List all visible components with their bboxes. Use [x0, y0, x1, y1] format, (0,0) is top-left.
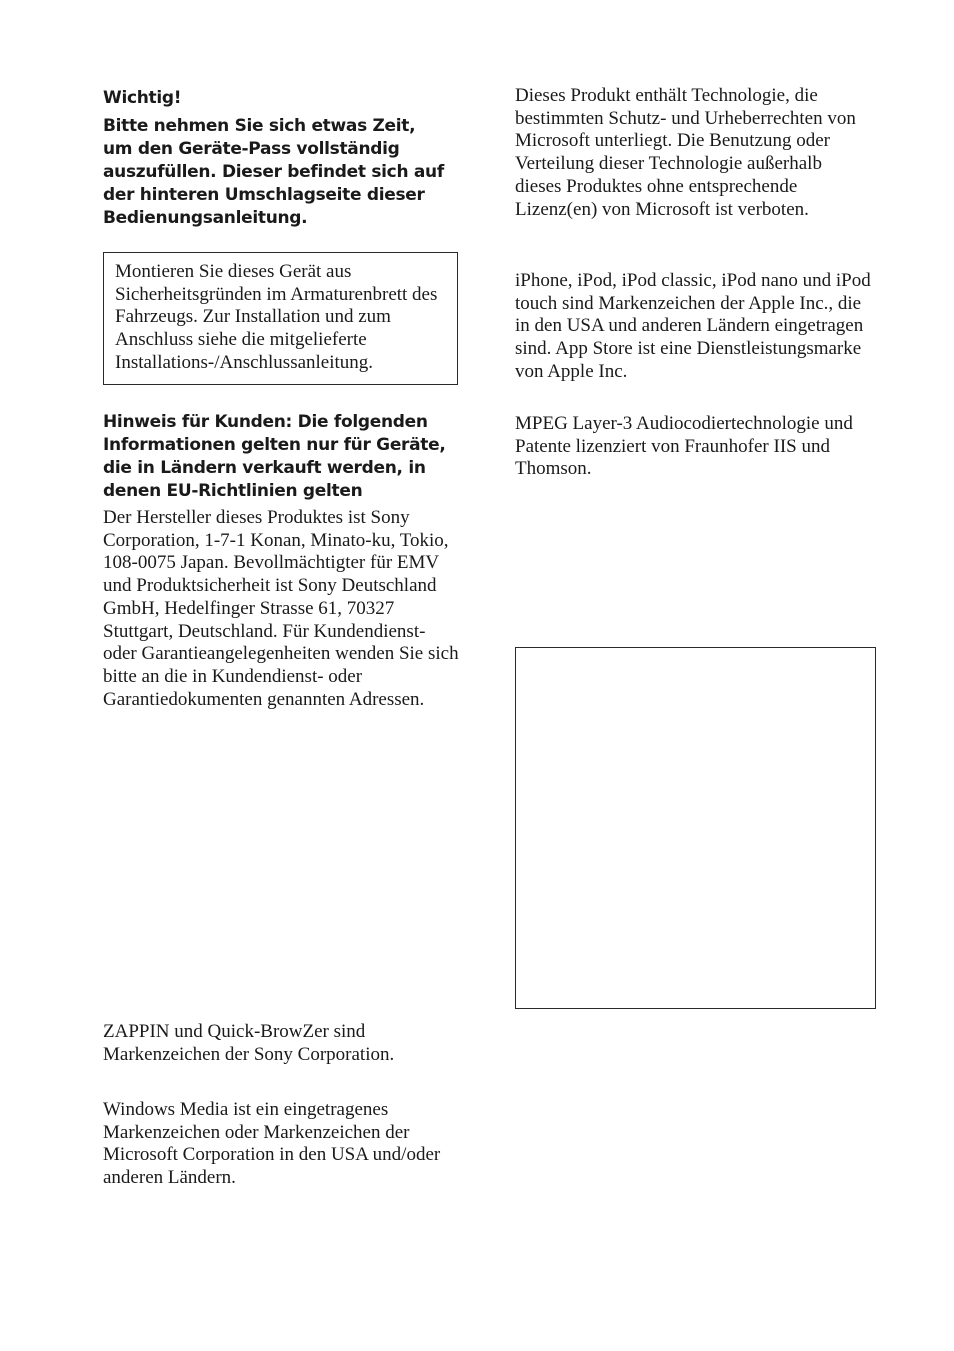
microsoft-technology-text: Dieses Produkt enthält Technologie, die bestimmten Schutz- und Urheberrechten von Microsoft unterliegt. Die Benutzung oder Verteilung dieser Technologie außerhalb dieses Produktes ohne entsprechende Lizenz(en) von Microsoft ist verboten.	[515, 85, 856, 220]
important-text: Bitte nehmen Sie sich etwas Zeit, um den Geräte-Pass vollständig auszufüllen. Dieser befindet sich auf der hinteren Umschlagseite dieser Bedienungsanleitung.	[103, 116, 444, 228]
windows-media-trademark-text: Windows Media ist ein eingetragenes Markenzeichen oder Markenzeichen der Microsoft Corporation in den USA und/oder anderen Ländern.	[103, 1099, 441, 1189]
empty-frame	[515, 647, 876, 1009]
customer-note-text: Der Hersteller dieses Produktes ist Sony Corporation, 1-7-1 Konan, Minato-ku, Tokio, 108-0075 Japan. Bevollmächtigter für EMV und Produktsicherheit ist Sony Deutschland GmbH, Hedelfinger Strasse 61, 70327 Stuttgart, Deutschland. Für Kundendienst- oder Garantieangelegenheiten wenden Sie sich bitte an die in Kundendienst- oder Garantiedokumenten genannten Adressen.	[103, 507, 459, 710]
installation-warning-box	[103, 252, 458, 385]
apple-trademark-text: iPhone, iPod, iPod classic, iPod nano und iPod touch sind Markenzeichen der Apple Inc., die in den USA und anderen Ländern eingetragen sind. App Store ist eine Dienstleistungsmarke von Apple Inc.	[515, 270, 871, 382]
customer-note-heading: Hinweis für Kunden: Die folgenden Informationen gelten nur für Geräte, die in Ländern verkauft werden, in denen EU-Richtlinien gelten	[103, 412, 446, 501]
important-heading: Wichtig!	[103, 88, 182, 108]
mpeg-license-text: MPEG Layer-3 Audiocodiertechnologie und Patente lizenziert von Fraunhofer IIS und Thomson.	[515, 413, 853, 480]
installation-warning-text: Montieren Sie dieses Gerät aus Sicherheitsgründen im Armaturenbrett des Fahrzeugs. Zur Installation und zum Anschluss siehe die mitgelieferte Installations-/Anschlussanleitung.	[115, 261, 438, 373]
zappin-trademark-text: ZAPPIN und Quick-BrowZer sind Markenzeichen der Sony Corporation.	[103, 1021, 395, 1065]
